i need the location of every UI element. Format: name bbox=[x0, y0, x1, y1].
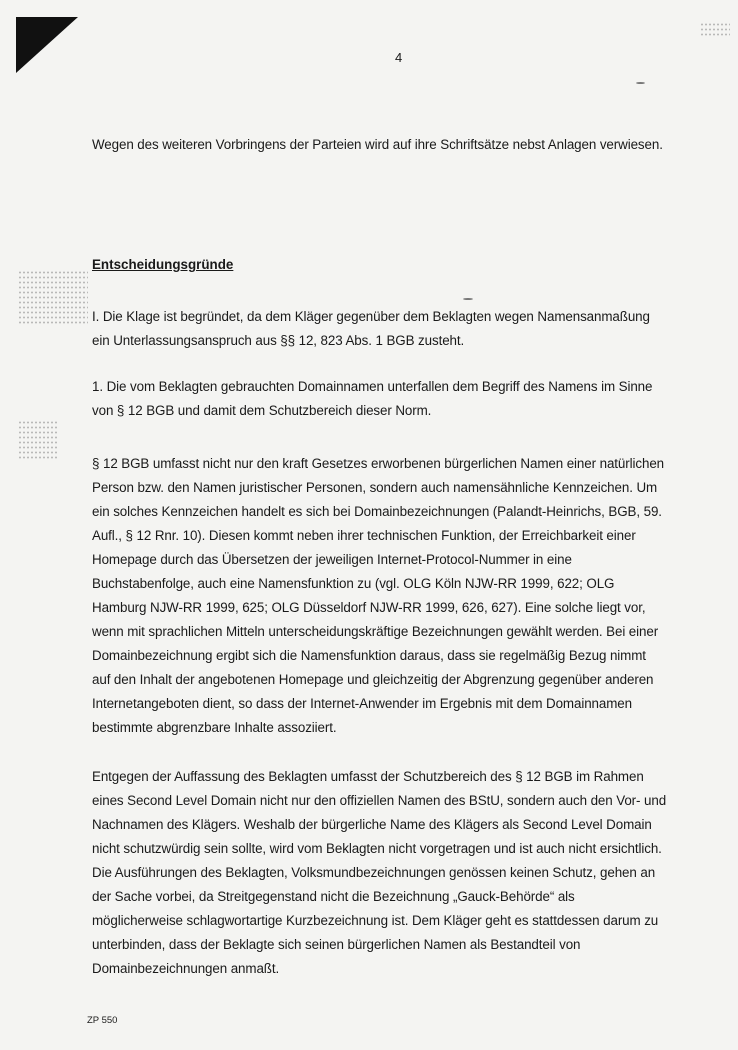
text-line: eines Second Level Domain nicht nur den offiziellen Namen des BStU, sondern auch den Vor- und bbox=[92, 793, 667, 808]
text-line: § 12 BGB umfasst nicht nur den kraft Gesetzes erworbenen bürgerlichen Namen einer natürlichen bbox=[92, 456, 665, 471]
text-line: Domainbezeichnung ergibt sich die Namensfunktion daraus, dass sie regelmäßig Bezug nimmt bbox=[92, 648, 646, 663]
text-line: Homepage durch das Übersetzen der jeweiligen Internet-Protocol-Nummer in eine bbox=[92, 552, 572, 567]
text-line: Die Ausführungen des Beklagten, Volksmundbezeichnungen genössen keinen Schutz, gehen an bbox=[92, 865, 656, 880]
text-line: ein Unterlassungsanspruch aus §§ 12, 823 Abs. 1 BGB zusteht. bbox=[92, 333, 465, 348]
point-1-paragraph bbox=[92, 375, 652, 423]
text-line: Hamburg NJW-RR 1999, 625; OLG Düsseldorf NJW-RR 1999, 626, 627). Eine solche liegt vor, bbox=[92, 600, 646, 615]
text-line: bestimmte abgrenzbare Inhalte assoziiert. bbox=[92, 720, 337, 735]
scan-speck bbox=[463, 298, 473, 300]
text-line: von § 12 BGB und damit dem Schutzbereich dieser Norm. bbox=[92, 403, 432, 418]
scan-noise-left-1 bbox=[18, 270, 88, 325]
corner-scan-mark bbox=[16, 17, 78, 73]
scan-speck bbox=[636, 82, 645, 84]
text-line: nicht schutzwürdig sein sollte, wird vom Beklagten nicht vorgetragen und ist auch nicht ersichtlich. bbox=[92, 841, 662, 856]
text-line: Nachnamen des Klägers. Weshalb der bürgerliche Name des Klägers als Second Level Domain bbox=[92, 817, 652, 832]
intro-paragraph bbox=[92, 133, 663, 157]
paragraph-entgegen bbox=[92, 765, 666, 981]
footer-code: ZP 550 bbox=[87, 1015, 118, 1026]
text-line: Buchstabenfolge, auch eine Namensfunktion zu (vgl. OLG Köln NJW-RR 1999, 622; OLG bbox=[92, 576, 615, 591]
text-line: Entgegen der Auffassung des Beklagten umfasst der Schutzbereich des § 12 BGB im Rahmen bbox=[92, 769, 644, 784]
scan-noise-top-right bbox=[700, 22, 730, 36]
scan-noise-left-2 bbox=[18, 420, 58, 460]
text-line: 1. Die vom Beklagten gebrauchten Domainnamen unterfallen dem Begriff des Namens im Sinne bbox=[92, 379, 653, 394]
text-line: ein solches Kennzeichen handelt es sich bei Domainbezeichnungen (Palandt-Heinrichs, BGB, 59. bbox=[92, 504, 662, 519]
section-heading: Entscheidungsgründe bbox=[92, 257, 234, 272]
text-line: Domainbezeichnungen anmaßt. bbox=[92, 961, 280, 976]
text-line: I. Die Klage ist begründet, da dem Kläger gegenüber dem Beklagten wegen Namensanmaßung bbox=[92, 309, 650, 324]
text-line: unterbinden, dass der Beklagte sich seinen bürgerlichen Namen als Bestandteil von bbox=[92, 937, 581, 952]
text-line: wenn mit sprachlichen Mitteln unterscheidungskräftige Bezeichnungen gewählt werden. Bei einer bbox=[92, 624, 659, 639]
text-line: Aufl., § 12 Rnr. 10). Diesen kommt neben ihrer technischen Funktion, der Erreichbarkeit einer bbox=[92, 528, 636, 543]
section-i-paragraph bbox=[92, 305, 650, 353]
text-line: Wegen des weiteren Vorbringens der Parteien wird auf ihre Schriftsätze nebst Anlagen verwiesen. bbox=[92, 137, 663, 152]
page-number: 4 bbox=[395, 50, 403, 65]
text-line: möglicherweise schlagwortartige Kurzbezeichnung ist. Dem Kläger geht es stattdessen darum zu bbox=[92, 913, 659, 928]
paragraph-12-bgb bbox=[92, 452, 664, 740]
text-line: Internetangeboten dient, so dass der Internet-Anwender im Ergebnis mit dem Domainnamen bbox=[92, 696, 632, 711]
text-line: der Sache vorbei, da Streitgegenstand nicht die Bezeichnung „Gauck-Behörde“ als bbox=[92, 889, 575, 904]
text-line: Person bzw. den Namen juristischer Personen, sondern auch namensähnliche Kennzeichen. Um bbox=[92, 480, 658, 495]
text-line: auf den Inhalt der angebotenen Homepage und gleichzeitig der Abgrenzung gegenüber anderen bbox=[92, 672, 654, 687]
